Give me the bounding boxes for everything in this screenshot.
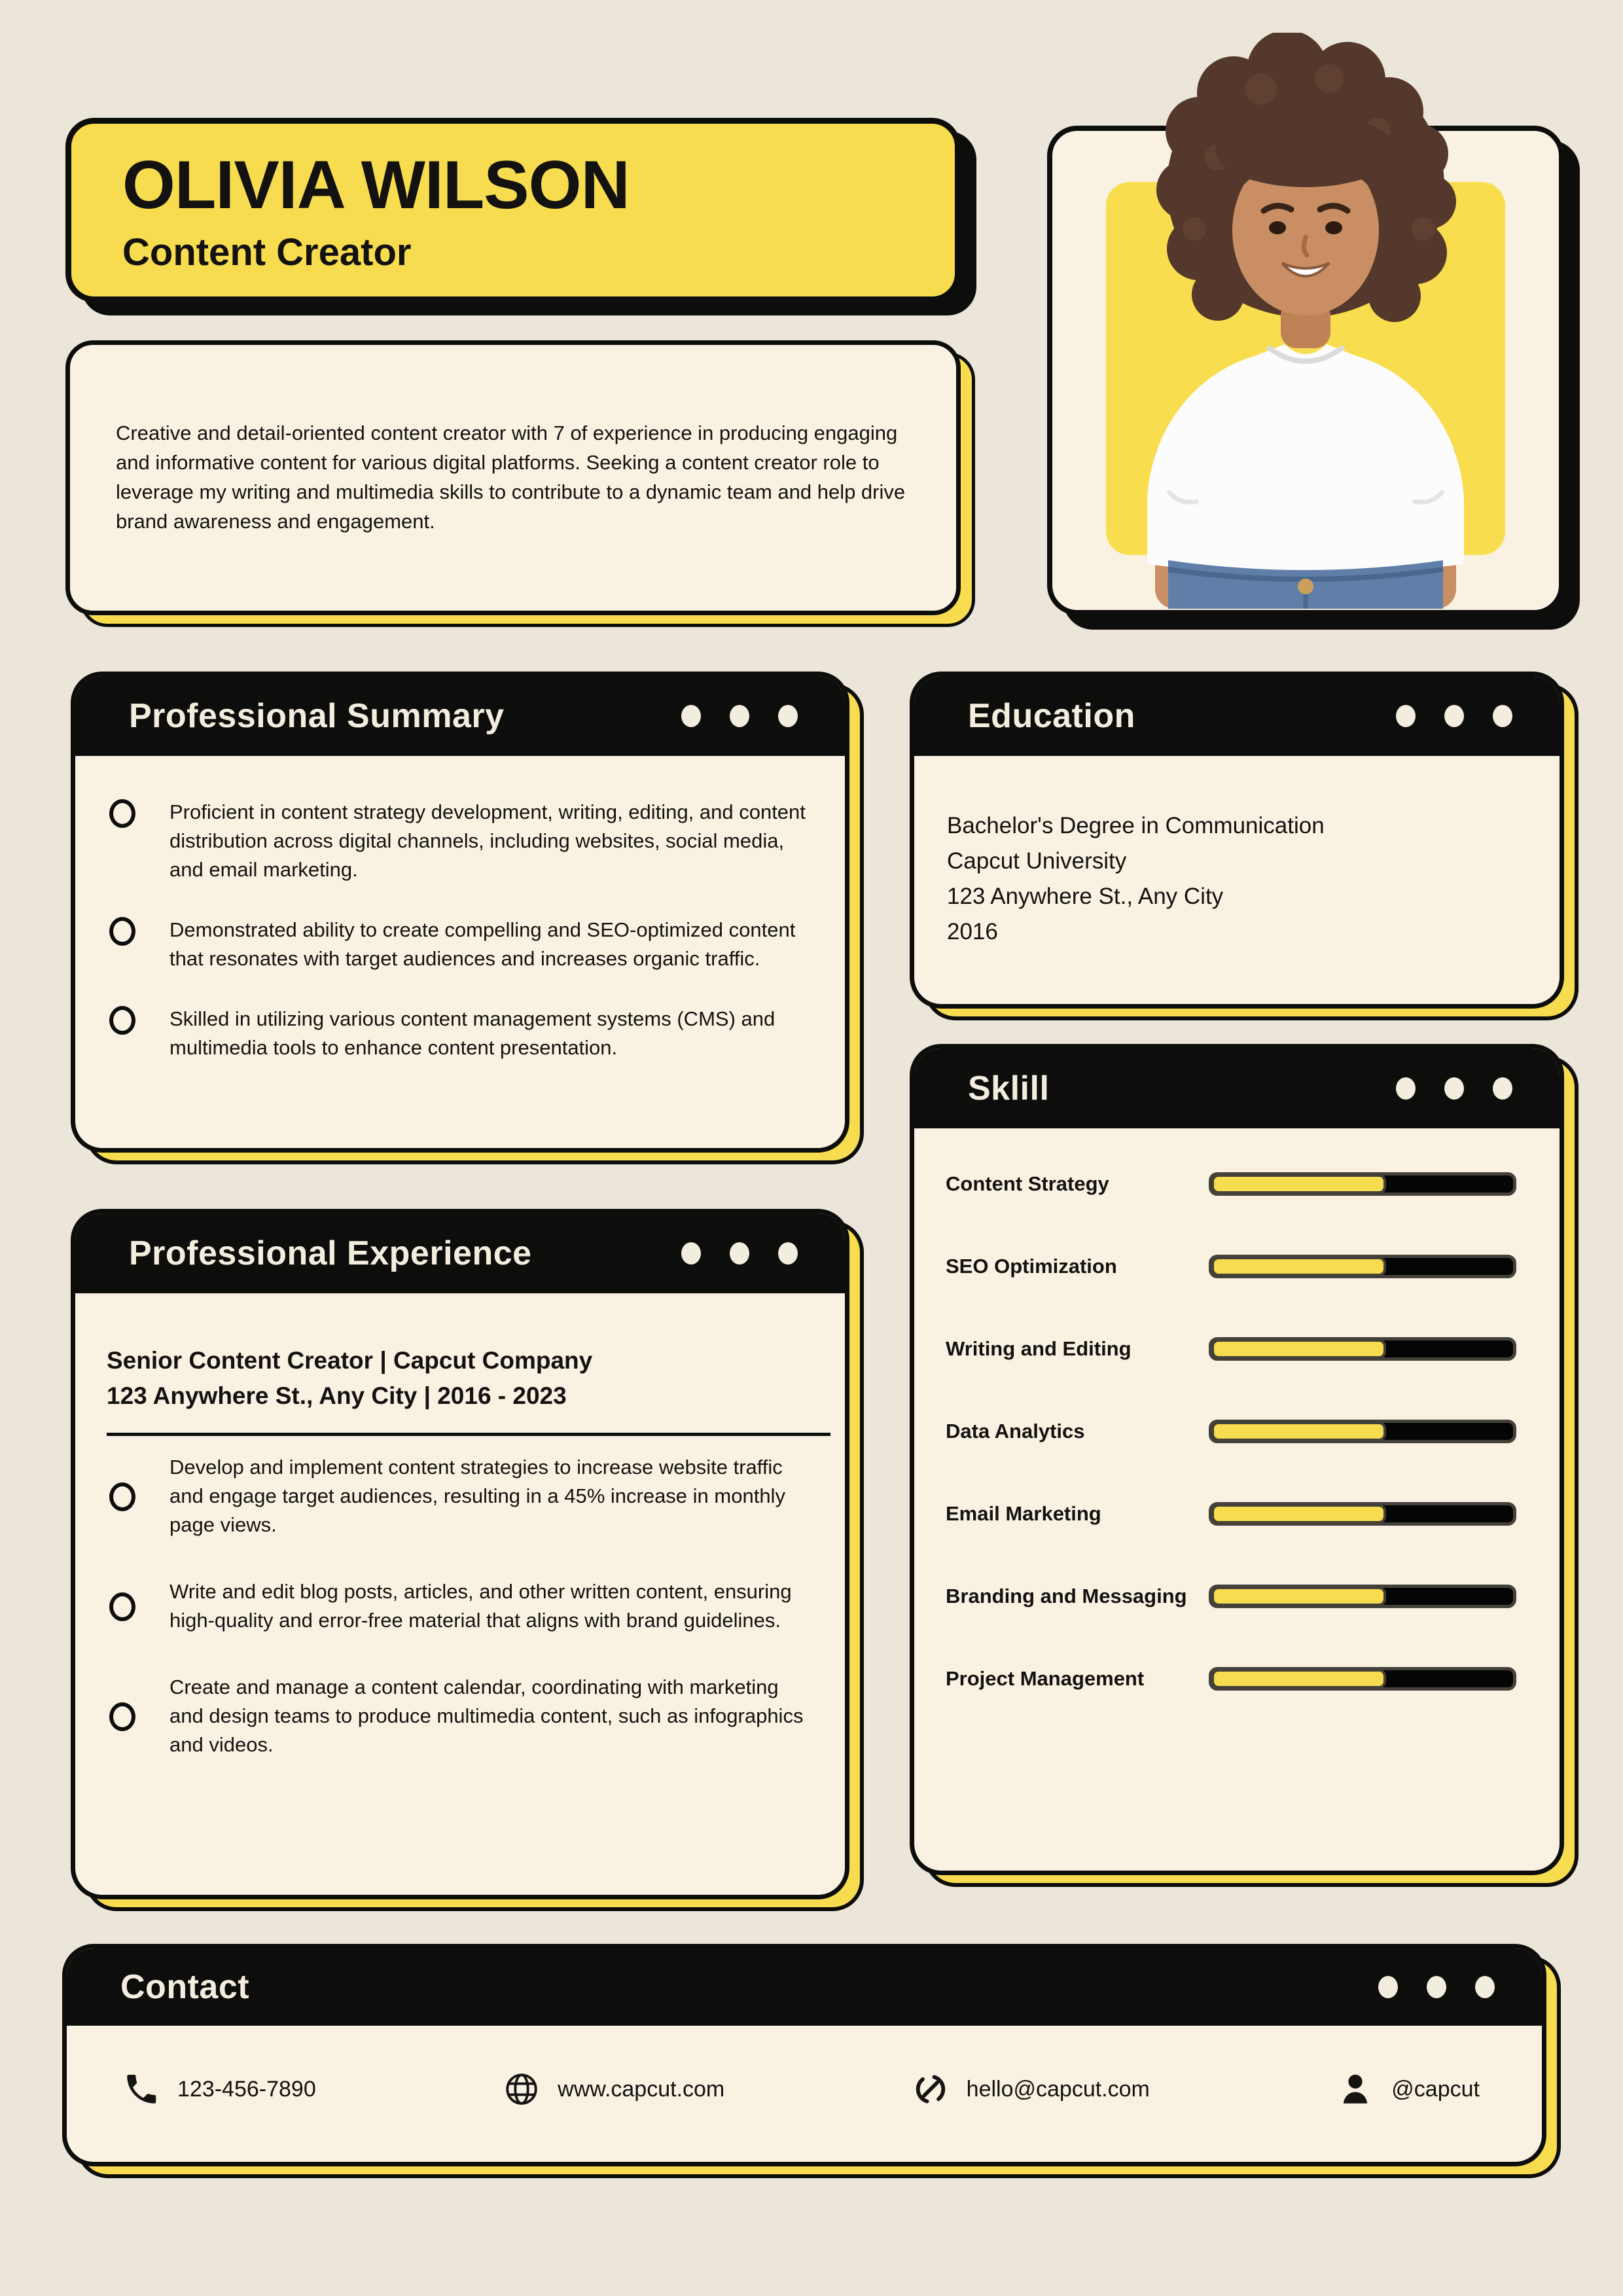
list-item: Proficient in content strategy development, writing, editing, and content distribution across digital channels, including websites, social media, and email marketing. [109, 798, 806, 884]
section-title: Contact [120, 1968, 250, 2006]
window-dot [1493, 705, 1512, 727]
skill-progress-fill [1211, 1422, 1386, 1441]
window-titlebar [914, 1049, 1560, 1128]
link-icon [912, 2070, 950, 2108]
section-title: Education [968, 697, 1135, 735]
education-card [910, 672, 1564, 1009]
professional-experience-card [71, 1209, 849, 1899]
intro-text: Creative and detail-oriented content creator with 7 of experience in producing engaging and informative content for various digital platforms. Seeking a content creator role to leverage my writing and multimedia skills to contribute to a dynamic team and help drive brand awareness and engagement. [116, 422, 906, 533]
profile-photo-card [1047, 126, 1564, 615]
globe-icon [503, 2070, 541, 2108]
intro-card [65, 340, 961, 615]
section-title: Professional Experience [129, 1234, 532, 1272]
bullet-circle-icon [109, 1482, 135, 1511]
skill-progress-fill [1211, 1174, 1386, 1194]
skill-progress-bar [1209, 1255, 1516, 1278]
education-details [914, 756, 1560, 950]
window-titlebar [914, 676, 1560, 756]
window-dot [1444, 1077, 1464, 1100]
skill-progress-bar [1209, 1420, 1516, 1443]
profile-photo [1070, 33, 1541, 609]
phone-icon [122, 2070, 160, 2108]
skill-progress-fill [1211, 1504, 1386, 1524]
bullet-circle-icon [109, 1702, 135, 1731]
header-card [65, 118, 961, 302]
skill-row: Writing and Editing [914, 1308, 1560, 1390]
window-dot [778, 1242, 798, 1265]
list-item: Write and edit blog posts, articles, and other written content, ensuring high-quality and error-free material that aligns with brand guidelines. [109, 1577, 806, 1635]
skill-row: Email Marketing [914, 1473, 1560, 1555]
skill-row: Data Analytics [914, 1390, 1560, 1473]
skill-row: SEO Optimization [914, 1225, 1560, 1308]
person-icon [1336, 2070, 1374, 2108]
skill-row: Project Management [914, 1638, 1560, 1720]
skill-progress-bar [1209, 1667, 1516, 1691]
experience-meta: 123 Anywhere St., Any City | 2016 - 2023 [107, 1382, 567, 1409]
contact-website: www.capcut.com [503, 2070, 724, 2108]
degree: Bachelor's Degree in Communication [947, 813, 1325, 838]
contact-card [62, 1944, 1546, 2166]
window-dot [1493, 1077, 1512, 1100]
skill-progress-fill [1211, 1587, 1386, 1606]
list-item: Create and manage a content calendar, coordinating with marketing and design teams to produce multimedia content, such as infographics and videos. [109, 1673, 806, 1759]
experience-heading [75, 1293, 845, 1413]
skill-progress-bar [1209, 1172, 1516, 1196]
window-dot [681, 705, 701, 727]
bullet-circle-icon [109, 1592, 135, 1621]
skill-progress-fill [1211, 1257, 1386, 1276]
window-titlebar [67, 1948, 1542, 2026]
page-title: OLIVIA WILSON [122, 147, 630, 223]
skill-progress-fill [1211, 1339, 1386, 1359]
window-dot [730, 705, 749, 727]
bullet-circle-icon [109, 917, 135, 946]
window-titlebar [75, 676, 845, 756]
section-title: Professional Summary [129, 697, 505, 735]
window-dot [1378, 1976, 1398, 1998]
skill-row: Branding and Messaging [914, 1555, 1560, 1638]
contact-phone: 123-456-7890 [122, 2070, 316, 2108]
window-dot [778, 705, 798, 727]
bullet-circle-icon [109, 799, 135, 828]
skill-progress-bar [1209, 1585, 1516, 1608]
window-dot [1427, 1976, 1446, 1998]
graduation-year: 2016 [947, 918, 998, 944]
window-dot [730, 1242, 749, 1265]
contact-email: hello@capcut.com [912, 2070, 1150, 2108]
window-dot [1444, 705, 1464, 727]
skills-card [910, 1044, 1564, 1875]
contact-social: @capcut [1336, 2070, 1480, 2108]
list-item: Demonstrated ability to create compelling and SEO-optimized content that resonates with target audiences and increases organic traffic. [109, 916, 806, 973]
list-item: Skilled in utilizing various content management systems (CMS) and multimedia tools to enhance content presentation. [109, 1005, 806, 1062]
bullet-circle-icon [109, 1006, 135, 1035]
professional-summary-card [71, 672, 849, 1153]
skill-progress-bar [1209, 1337, 1516, 1361]
window-dot [1396, 705, 1416, 727]
skill-progress-bar [1209, 1502, 1516, 1526]
skill-progress-fill [1211, 1669, 1386, 1689]
window-titlebar [75, 1213, 845, 1293]
experience-role: Senior Content Creator | Capcut Company [107, 1347, 593, 1374]
list-item: Develop and implement content strategies to increase website traffic and engage target audiences, resulting in a 45% increase in monthly page views. [109, 1453, 806, 1539]
section-title: Sklill [968, 1069, 1050, 1107]
skill-row: Content Strategy [914, 1143, 1560, 1225]
job-title: Content Creator [122, 231, 412, 274]
window-dot [681, 1242, 701, 1265]
school-address: 123 Anywhere St., Any City [947, 883, 1224, 909]
school: Capcut University [947, 848, 1127, 874]
window-dot [1396, 1077, 1416, 1100]
window-dot [1475, 1976, 1495, 1998]
